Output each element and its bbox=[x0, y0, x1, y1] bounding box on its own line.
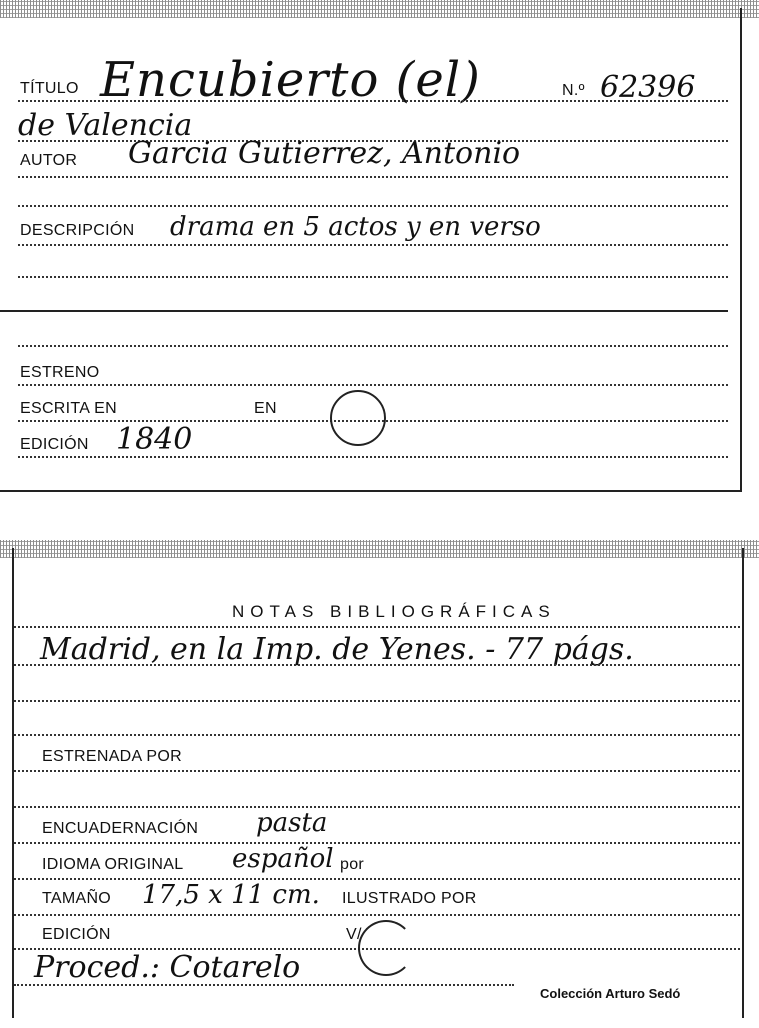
stamp-circle-bottom bbox=[358, 920, 414, 976]
procedencia-line bbox=[14, 984, 514, 986]
autor-line bbox=[18, 176, 728, 178]
collection-footer: Colección Arturo Sedó bbox=[540, 986, 681, 1001]
estrenada-line bbox=[14, 770, 740, 772]
descripcion-line bbox=[18, 244, 728, 246]
encuadernacion-line bbox=[14, 842, 740, 844]
titulo-line bbox=[18, 100, 728, 102]
autor-label: AUTOR bbox=[20, 152, 78, 169]
notas-bibliograficas-heading: NOTAS BIBLIOGRÁFICAS bbox=[232, 602, 556, 621]
idioma-line bbox=[14, 878, 740, 880]
blank-line-1 bbox=[18, 205, 728, 207]
titulo-continuation: de Valencia bbox=[18, 108, 193, 143]
encuadernacion-label: ENCUADERNACIÓN bbox=[42, 820, 199, 837]
edicion-line-top bbox=[18, 456, 728, 458]
titulo-value: Encubierto (el) bbox=[100, 52, 481, 108]
edicion-label-top: EDICIÓN bbox=[20, 436, 89, 453]
tamano-line bbox=[14, 914, 740, 916]
en-label: EN bbox=[254, 400, 277, 417]
v-label: V/ bbox=[346, 926, 362, 943]
card-top-bottom-edge bbox=[0, 490, 742, 492]
escrita-en-label: ESCRITA EN bbox=[20, 400, 117, 417]
blank-line-4 bbox=[18, 345, 728, 347]
estreno-line bbox=[18, 384, 728, 386]
descripcion-value: drama en 5 actos y en verso bbox=[170, 212, 541, 242]
autor-value: Garcia Gutierrez, Antonio bbox=[128, 136, 521, 171]
tamano-value: 17,5 x 11 cm. bbox=[142, 880, 320, 910]
edicion-value-top: 1840 bbox=[116, 422, 193, 457]
notas-line-1 bbox=[14, 626, 740, 628]
idioma-value: español bbox=[232, 844, 334, 874]
notas-line-2 bbox=[14, 664, 740, 666]
blank-line-5 bbox=[14, 806, 740, 808]
numero-label: N.º bbox=[562, 82, 585, 99]
descripcion-label: DESCRIPCIÓN bbox=[20, 222, 135, 239]
stamp-circle-top bbox=[330, 390, 386, 446]
ilustrado-por-label: ILUSTRADO POR bbox=[342, 890, 477, 907]
encuadernacion-value: pasta bbox=[256, 808, 328, 838]
tamano-label: TAMAÑO bbox=[42, 890, 112, 907]
estrenada-por-label: ESTRENADA POR bbox=[42, 748, 182, 765]
notas-value: Madrid, en la Imp. de Yenes. - 77 págs. bbox=[40, 632, 634, 667]
por-label: por bbox=[340, 856, 365, 873]
blank-line-3 bbox=[0, 310, 728, 312]
procedencia-value: Proced.: Cotarelo bbox=[34, 950, 301, 985]
estreno-label: ESTRENO bbox=[20, 364, 100, 381]
numero-value: 62396 bbox=[600, 70, 696, 105]
idioma-label: IDIOMA ORIGINAL bbox=[42, 856, 184, 873]
notas-line-3 bbox=[14, 700, 740, 702]
edicion-label-bottom: EDICIÓN bbox=[42, 926, 111, 943]
blank-line-2 bbox=[18, 276, 728, 278]
notas-line-4 bbox=[14, 734, 740, 736]
titulo-label: TÍTULO bbox=[20, 80, 79, 97]
